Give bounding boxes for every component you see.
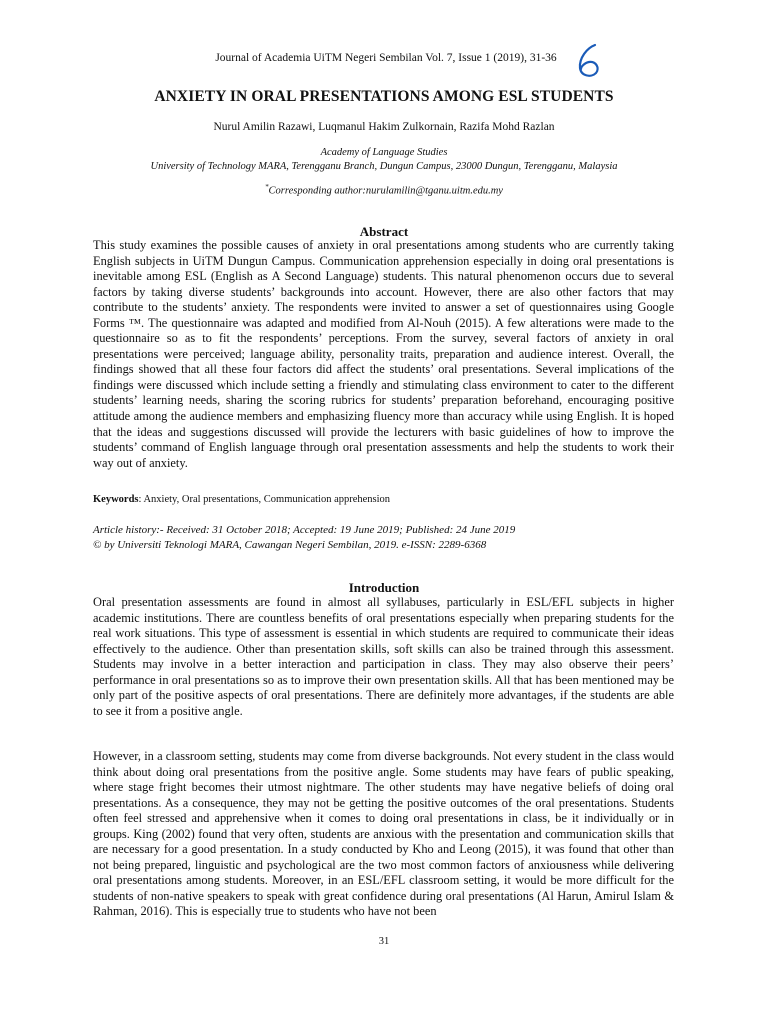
copyright-line: © by Universiti Teknologi MARA, Cawangan Negeri Sembilan, 2019. e-ISSN: 2289-6368	[93, 539, 487, 551]
affiliation	[0, 146, 768, 174]
abstract-heading: Abstract	[359, 224, 409, 239]
journal-header: Journal of Academia UiTM Negeri Sembilan Vol. 7, Issue 1 (2019), 31-36	[215, 52, 557, 64]
affiliation-line-2: University of Technology MARA, Terengganu Branch, Dungun Campus, 23000 Dungun, Terengganu, Malaysia	[150, 161, 618, 172]
paper-title: ANXIETY IN ORAL PRESENTATIONS AMONG ESL STUDENTS	[154, 88, 614, 105]
keywords-text: : Anxiety, Oral presentations, Communication apprehension	[138, 494, 391, 505]
author-list: Nurul Amilin Razawi, Luqmanul Hakim Zulkornain, Razifa Mohd Razlan	[213, 121, 555, 133]
introduction-heading: Introduction	[348, 580, 420, 595]
handwritten-mark	[575, 42, 605, 80]
article-history: Article history:- Received: 31 October 2018; Accepted: 19 June 2019; Published: 24 June 2019	[93, 524, 516, 536]
corresponding-marker: *	[265, 183, 269, 191]
keywords-label: Keywords	[93, 494, 139, 505]
corresponding-email: Corresponding author:nurulamilin@tganu.uitm.edu.my	[268, 185, 503, 197]
intro-paragraph-2: However, in a classroom setting, students may come from diverse backgrounds. Not every student in the class would think about doing oral presentations from the positive angle. Some students may have fears of public speaking, where stage fright becomes their utmost nightmare. The other students may have negative beliefs of doing oral presentations. As a consequence, they may not be getting the positive outcomes of the oral presentations. Students often feel stressed and apprehensive when it comes to doing oral presentations in class, be it individually or in groups. King (2002) found that very often, students are anxious with the presentation and communication skills that are necessary for a good presentation. In a study conducted by Kho and Leong (2015), it was found that other than not being prepared, linguistic and psychological are the two most common factors of anxiousness while delivering oral presentations among students. Moreover, in an ESL/EFL classroom setting, it would be more difficult for the students of non-native speakers to speak with great confidence during oral presentations (Al Harun, Amirul Islam & Rahman, 2016). This is especially true to students who have not been	[93, 749, 674, 919]
abstract-text: This study examines the possible causes of anxiety in oral presentations among students who are currently taking English subjects in UiTM Dungun Campus. Communication apprehension especially in doing oral presentations is inevitable among ESL (English as A Second Language) students. This natural phenomenon occurs due to several factors by taking diverse students’ backgrounds into account. However, there are also other factors that may contribute to the students’ anxiety. The respondents were invited to answer a set of questionnaires using Google Forms ™. The questionnaire was adapted and modified from Al-Nouh (2015). A few alterations were made to the questionnaire so as to fit the respondents’ perceptions. From the survey, several factors of anxiety in oral presentations were perceived; language ability, personality traits, preparation and audience interest. Overall, the findings showed that all these four factors did affect the students’ oral presentations. Several implications of the findings were discussed which include setting a friendly and stimulating class environment to cater to the different students’ learning needs, sharing the scoring rubrics for students’ preparation beforehand, encouraging positive attitude among the audience members and emphasizing fluency more than accuracy while using English. It is hoped that the ideas and suggestions discussed will provide the lecturers with basic guidelines of how to improve the students’ command of English language through oral presentation assessments and help the students to work their way out of anxiety.	[93, 238, 674, 470]
affiliation-line-1: Academy of Language Studies	[320, 147, 448, 158]
article-info	[93, 523, 674, 553]
intro-paragraph-1: Oral presentation assessments are found in almost all syllabuses, particularly in ESL/EFL subjects in higher academic institutions. There are countless benefits of oral presentations especially when preparing students for the real work situations. This type of assessment is essential in which students are required to communicate their ideas effectively to the audience. Other than presentation skills, soft skills can also be trained through this assessment. Students may involve in a better interaction and participation in class. They may also observe their peers’ performance in oral presentations so as to improve their own presentation skills. All that has been mentioned may be only part of the positive aspects of oral presentations. There are definitely more advantages, if the students are able to see it from a positive angle.	[93, 595, 674, 718]
page-number: 31	[378, 936, 390, 947]
keywords	[93, 494, 674, 505]
corresponding-author	[0, 183, 768, 197]
